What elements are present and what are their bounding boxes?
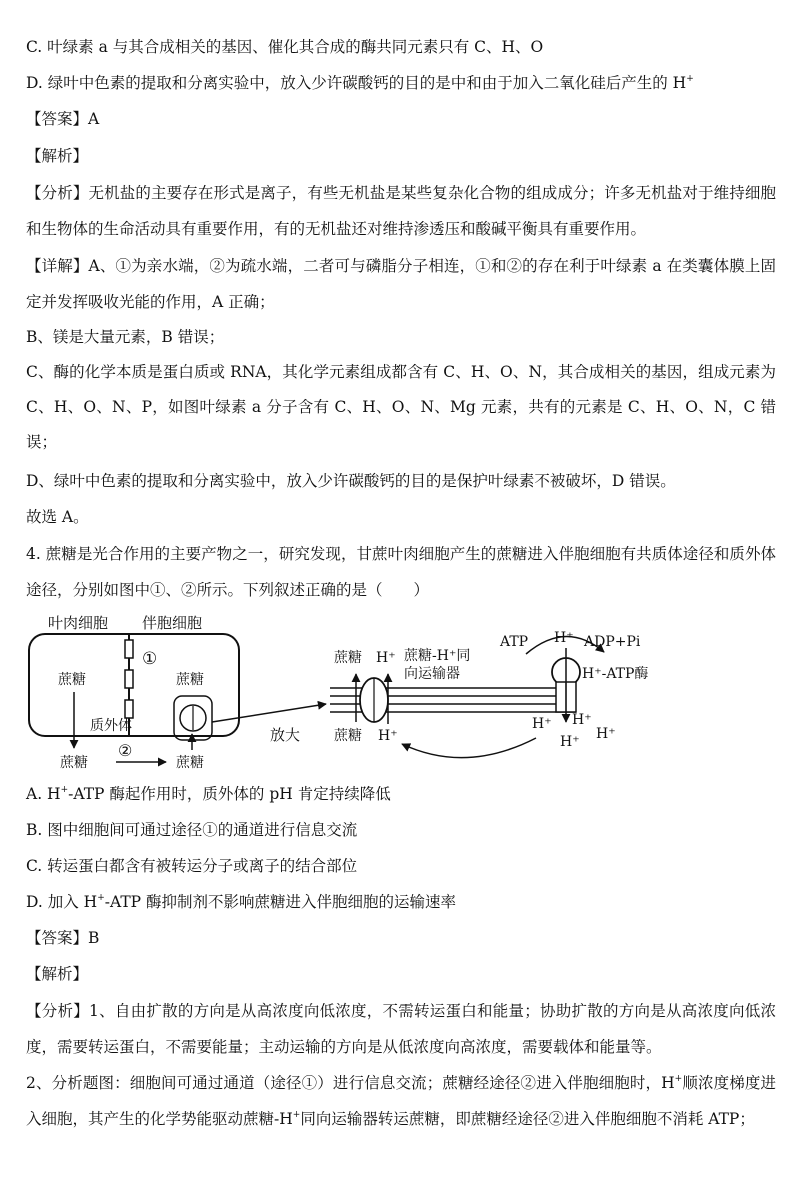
- mesophyll-cell-label: 叶肉细胞: [48, 614, 109, 632]
- sucrose-label-mesophyll: 蔗糖: [58, 672, 86, 688]
- sucrose-in-label: 蔗糖: [334, 728, 362, 744]
- q3-detail-c: C、酶的化学本质是蛋白质或 RNA，其化学元素组成都含有 C、H、O、N，其合成相关的基因，组成元素为 C、H、O、N、P，如图叶绿素 a 分子含有 C、H、O、N、Mg 元素，共有的元素是 C、H、O、N，C 错误；: [26, 363, 776, 451]
- cotransporter-label-2: 向运输器: [404, 666, 460, 682]
- q4-option-c: C. 转运蛋白都含有被转运分子或离子的结合部位: [26, 857, 358, 875]
- q4-analysis-2: 2、分析题图：细胞间可通过通道（途径①）进行信息交流；蔗糖经途径②进入伴胞细胞时，H+顺浓度梯度进入细胞，其产生的化学势能驱动蔗糖-H+同向运输器转运蔗糖，即蔗糖经途径②进入伴胞细胞不消耗 ATP；: [26, 1074, 776, 1128]
- apoplast-label: 质外体: [90, 718, 132, 734]
- q3-conclusion: 故选 A。: [26, 508, 89, 526]
- q3-detail-a: 【详解】A、①为亲水端，②为疏水端，二者可与磷脂分子相连，①和②的存在利于叶绿素 a 在类囊体膜上固定并发挥吸收光能的作用，A 正确；: [26, 257, 776, 311]
- h-out-label: H⁺: [376, 650, 396, 666]
- sucrose-label-companion: 蔗糖: [176, 672, 204, 688]
- option-c-prev: C. 叶绿素 a 与其合成相关的基因、催化其合成的酶共同元素只有 C、H、O: [26, 38, 544, 56]
- sucrose-label-entering: 蔗糖: [176, 755, 204, 771]
- q4-option-b: B. 图中细胞间可通过途径①的通道进行信息交流: [26, 821, 358, 839]
- plasmodesma-3: [125, 700, 133, 718]
- h-in-label: H⁺: [378, 728, 398, 744]
- q4-stem: 4. 蔗糖是光合作用的主要产物之一，研究发现，甘蔗叶肉细胞产生的蔗糖进入伴胞细胞有共质体途径和质外体途径，分别如图中①、②所示。下列叙述正确的是（ ）: [26, 545, 776, 599]
- plasmodesma-1: [125, 640, 133, 658]
- q4-answer: 【答案】B: [26, 929, 100, 947]
- q3-analysis: 【分析】无机盐的主要存在形式是离子，有些无机盐是某些复杂化合物的组成成分；许多无机盐对于维持细胞和生物体的生命活动具有重要作用，有的无机盐还对维持渗透压和酸碱平衡具有重要作用。: [26, 184, 776, 238]
- path1-label: ①: [142, 649, 158, 669]
- h-return-arrow: [402, 738, 536, 758]
- q3-detail-d: D、绿叶中色素的提取和分离实验中，放入少许碳酸钙的目的是保护叶绿素不被破坏，D 错误。: [26, 472, 676, 490]
- q4-analysis-label: 【解析】: [26, 965, 89, 983]
- h-pumped-3: H⁺: [560, 734, 580, 750]
- magnify-arrow: [212, 704, 326, 722]
- companion-cell-label: 伴胞细胞: [142, 614, 203, 632]
- atpase-label: H⁺-ATP酶: [582, 666, 649, 682]
- h-pumped-1: H⁺: [532, 716, 552, 732]
- h-pumped-4: H⁺: [596, 726, 616, 742]
- sucrose-label-apoplast: 蔗糖: [60, 755, 88, 771]
- cotransporter-label-1: 蔗糖-H⁺同: [404, 648, 471, 664]
- q4-option-d: D. 加入 H+-ATP 酶抑制剂不影响蔗糖进入伴胞细胞的运输速率: [26, 893, 457, 911]
- magnify-label: 放大: [270, 726, 301, 744]
- atp-label: ATP: [500, 634, 529, 650]
- q3-answer: 【答案】A: [26, 110, 100, 128]
- q4-option-a: A. H+-ATP 酶起作用时，质外体的 pH 肯定持续降低: [26, 785, 391, 803]
- plasmodesma-2: [125, 670, 133, 688]
- path2-label: ②: [118, 741, 133, 760]
- adp-pi-label: ADP+Pi: [584, 634, 641, 650]
- h-atp-label: H⁺: [554, 630, 574, 646]
- h-pumped-2: H⁺: [572, 712, 592, 728]
- option-d-prev: D. 绿叶中色素的提取和分离实验中，放入少许碳酸钙的目的是中和由于加入二氧化硅后产生的 H+: [26, 74, 694, 92]
- sucrose-transport-diagram: [26, 612, 686, 778]
- q3-analysis-label: 【解析】: [26, 147, 89, 165]
- q4-analysis-1: 【分析】1、自由扩散的方向是从高浓度向低浓度，不需转运蛋白和能量；协助扩散的方向是从高浓度向低浓度，需要转运蛋白，不需要能量；主动运输的方向是从低浓度向高浓度，需要载体和能量等。: [26, 1002, 776, 1056]
- q3-detail-b: B、镁是大量元素，B 错误；: [26, 328, 225, 346]
- sucrose-out-label: 蔗糖: [334, 650, 362, 666]
